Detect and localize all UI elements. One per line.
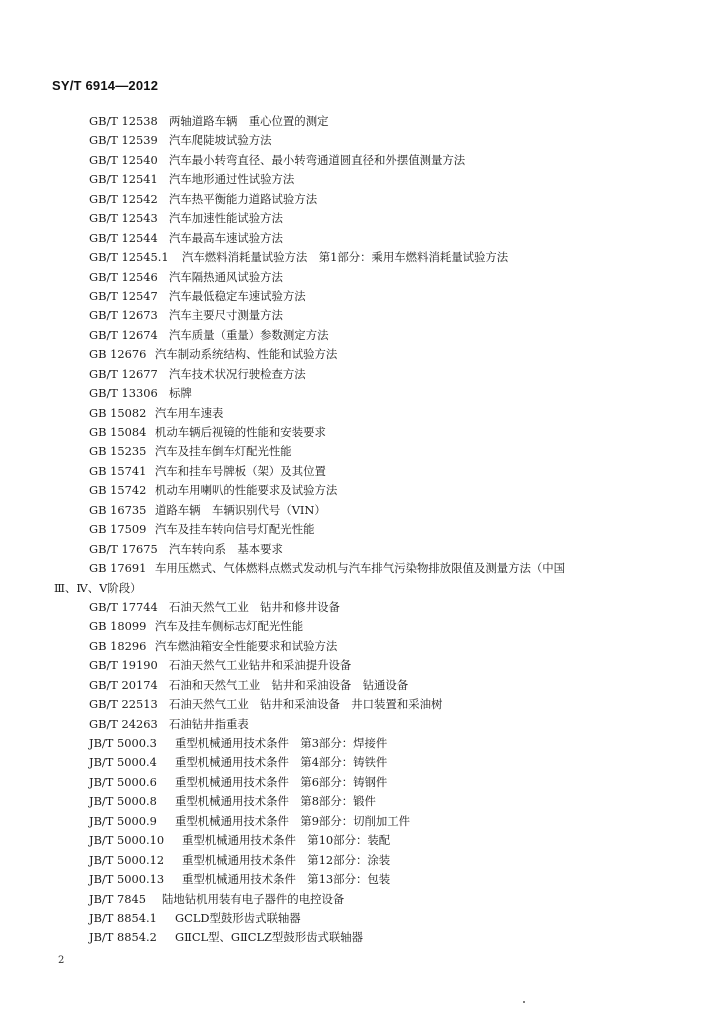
reference-item [0,851,701,870]
reference-item [0,248,701,267]
reference-code: GB 15741 [89,463,147,478]
reference-item [0,520,701,539]
reference-code: GB/T 12547 [89,288,158,303]
reference-title: 车用压燃式、气体燃料点燃式发动机与汽车排气污染物排放限值及测量方法（中国 [155,561,566,576]
reference-code: GB 18296 [89,638,147,653]
reference-code: GB/T 24263 [89,716,158,731]
reference-code: JB/T 5000.8 [89,794,157,809]
reference-title: 汽车热平衡能力道路试验方法 [169,191,318,206]
reference-title: 汽车转向系 基本要求 [169,541,283,556]
reference-title: 汽车技术状况行驶检查方法 [169,366,306,381]
reference-code: GB/T 12674 [89,327,158,342]
reference-item [0,598,701,617]
reference-item [0,326,701,345]
reference-item [0,268,701,287]
reference-code: GB 15742 [89,483,147,498]
reference-item [0,287,701,306]
reference-title: 两轴道路车辆 重心位置的测定 [169,114,329,128]
reference-code: GB/T 22513 [89,697,158,712]
reference-title: 汽车用车速表 [155,405,224,420]
reference-code: GB/T 12543 [89,211,158,226]
reference-item [0,423,701,442]
reference-item [0,695,701,714]
reference-title: 汽车质量（重量）参数测定方法 [169,327,329,342]
reference-title: 汽车及挂车转向信号灯配光性能 [155,522,315,537]
reference-code: JB/T 5000.3 [89,736,157,751]
reference-item [0,637,701,656]
reference-title: 汽车制动系统结构、性能和试验方法 [155,347,338,362]
reference-code: GB/T 12673 [89,308,158,323]
reference-item [0,676,701,695]
reference-item [0,365,701,384]
reference-title: 汽车爬陡坡试验方法 [169,133,272,148]
reference-code: GB/T 17675 [89,541,158,556]
reference-title: 标牌 [169,386,192,401]
reference-title: 重型机械通用技术条件 第4部分：铸铁件 [175,755,388,770]
reference-title: GCLD型鼓形齿式联轴器 [175,910,301,925]
reference-title: GⅡCL型、GⅡCLZ型鼓形齿式联轴器 [175,930,364,945]
reference-title: 汽车燃油箱安全性能要求和试验方法 [155,638,338,653]
reference-code: JB/T 5000.9 [89,813,157,828]
reference-code: JB/T 7845 [89,891,146,906]
reference-code: JB/T 5000.12 [89,852,165,867]
reference-title: 汽车加速性能试验方法 [169,211,283,226]
reference-item [0,481,701,500]
reference-item [0,909,701,928]
reference-code: GB/T 12545.1 [89,250,169,265]
reference-code: GB 18099 [89,619,147,634]
reference-item [0,229,701,248]
normative-reference-list [0,112,701,948]
reference-title: 道路车辆 车辆识别代号（VIN） [155,502,326,517]
reference-code: JB/T 5000.4 [89,755,157,770]
reference-title: 重型机械通用技术条件 第8部分：锻件 [175,794,376,809]
reference-item [0,870,701,889]
reference-item [0,112,701,131]
reference-item [0,928,701,947]
reference-item [0,170,701,189]
reference-title: 汽车主要尺寸测量方法 [169,308,283,323]
reference-code: GB/T 12544 [89,230,158,245]
reference-code: GB/T 20174 [89,677,158,692]
reference-title: 石油和天然气工业 钻井和采油设备 钻通设备 [169,677,409,692]
reference-item [0,831,701,850]
reference-item [0,715,701,734]
reference-title: 重型机械通用技术条件 第13部分：包装 [182,872,391,887]
reference-title: 石油天然气工业 钻井和修井设备 [169,599,340,614]
reference-code: JB/T 5000.10 [89,833,165,848]
reference-item [0,190,701,209]
reference-code: GB/T 12540 [89,152,158,167]
reference-code: GB/T 17744 [89,599,158,614]
reference-title: 汽车及挂车侧标志灯配光性能 [155,619,304,634]
reference-title: 汽车最低稳定车速试验方法 [169,288,306,303]
reference-code: JB/T 5000.13 [89,872,165,887]
reference-item [0,462,701,481]
reference-title: 汽车最高车速试验方法 [169,230,283,245]
reference-item [0,209,701,228]
reference-item [0,792,701,811]
reference-item [0,540,701,559]
reference-code: GB/T 12539 [89,133,158,148]
reference-title: 机动车辆后视镜的性能和安装要求 [155,425,326,439]
reference-item [0,812,701,831]
reference-code: GB/T 12546 [89,269,158,284]
reference-code: JB/T 8854.1 [89,910,157,925]
reference-item [0,753,701,772]
reference-item [0,131,701,150]
reference-code: GB 16735 [89,502,147,517]
reference-item [0,734,701,753]
reference-title: 重型机械通用技术条件 第10部分：装配 [182,833,391,848]
reference-code: GB 15235 [89,444,147,459]
reference-title: 石油天然气工业钻井和采油提升设备 [169,658,352,673]
reference-title: 汽车和挂车号牌板（架）及其位置 [155,463,326,478]
reference-title: 重型机械通用技术条件 第6部分：铸钢件 [175,774,388,789]
reference-item [0,384,701,403]
reference-code: GB/T 12541 [89,172,158,187]
reference-item [0,306,701,325]
reference-title-continuation: Ⅲ、Ⅳ、Ⅴ阶段） [54,580,142,595]
reference-title: 汽车隔热通风试验方法 [169,269,283,284]
reference-item [0,890,701,909]
reference-item [0,345,701,364]
reference-item [0,501,701,520]
standard-code-header: SY/T 6914—2012 [52,78,159,93]
reference-item [0,442,701,461]
reference-code: JB/T 5000.6 [89,774,157,789]
reference-title: 陆地钻机用装有电子器件的电控设备 [162,891,345,906]
reference-code: GB/T 19190 [89,658,158,673]
reference-title: 重型机械通用技术条件 第12部分：涂装 [182,852,391,867]
reference-title: 重型机械通用技术条件 第3部分：焊接件 [175,736,388,751]
reference-item [0,404,701,423]
scan-speck [523,1001,525,1003]
reference-code: GB/T 12677 [89,366,158,381]
reference-title: 机动车用喇叭的性能要求及试验方法 [155,483,338,498]
reference-title: 汽车燃料消耗量试验方法 第1部分：乘用车燃料消耗量试验方法 [182,250,509,265]
reference-code: GB 15082 [89,405,147,420]
reference-code: GB/T 12538 [89,114,158,128]
reference-code: GB/T 13306 [89,386,158,401]
reference-title: 汽车最小转弯直径、最小转弯通道圆直径和外摆值测量方法 [169,152,466,167]
page-number: 2 [58,955,65,966]
reference-code: GB/T 12542 [89,191,158,206]
reference-item [0,656,701,675]
reference-code: GB 15084 [89,425,147,439]
reference-item [0,773,701,792]
reference-title: 石油钻井指重表 [169,716,249,731]
reference-code: GB 17691 [89,561,147,576]
reference-title: 重型机械通用技术条件 第9部分：切削加工件 [175,813,411,828]
reference-code: GB 17509 [89,522,147,537]
reference-code: JB/T 8854.2 [89,930,157,945]
reference-title: 汽车及挂车倒车灯配光性能 [155,444,292,459]
reference-title: 汽车地形通过性试验方法 [169,172,295,187]
reference-item [0,559,701,598]
reference-code: GB 12676 [89,347,147,362]
reference-item [0,617,701,636]
reference-title: 石油天然气工业 钻井和采油设备 井口装置和采油树 [169,697,443,712]
reference-item [0,151,701,170]
